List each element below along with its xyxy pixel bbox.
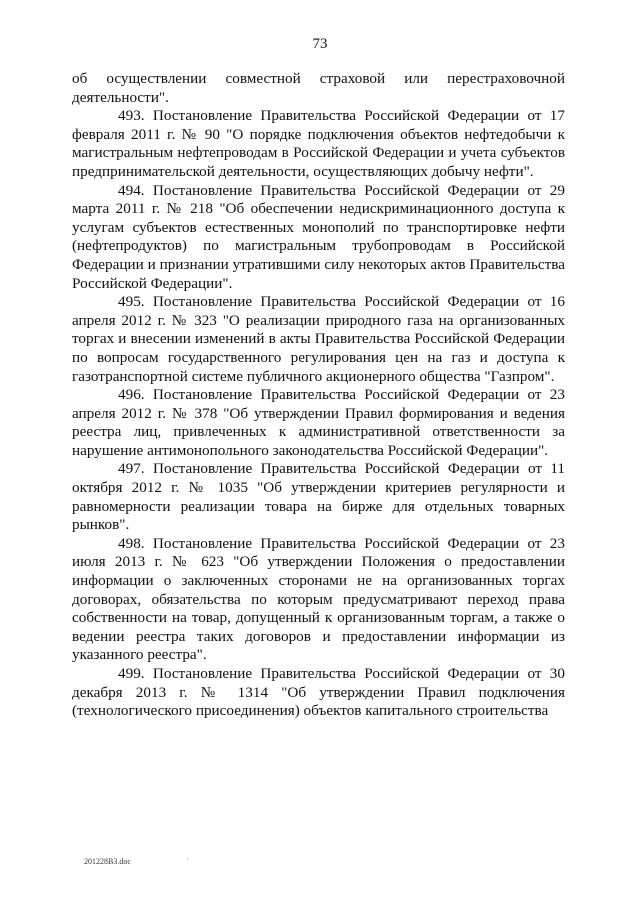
paragraph-item-493: 493. Постановление Правительства Российской Федерации от 17 февраля 2011 г. № 90 "О порядке подключения объектов нефтедобычи к магистральным нефтепроводам в Российской Федерации и учета субъектов предпринимательской деятельности, осуществляющих добычу нефти". — [72, 107, 565, 180]
paragraph-item-499: 499. Постановление Правительства Российской Федерации от 30 декабря 2013 г. № 1314 "Об утверждении Правил подключения (технологического присоединения) объектов капитального строительства — [72, 665, 565, 720]
document-body — [72, 70, 565, 721]
paragraph-continuation: об осуществлении совместной страховой или перестраховочной деятельности". — [72, 70, 565, 106]
paragraph-item-495: 495. Постановление Правительства Российской Федерации от 16 апреля 2012 г. № 323 "О реализации природного газа на организованных торгах и внесении изменений в акты Правительства Российской Федерации по вопросам государственного регулирования цен на газ и доступа к газотранспортной системе публичного акционерного общества "Газпром". — [72, 293, 565, 385]
paragraph-item-498: 498. Постановление Правительства Российской Федерации от 23 июля 2013 г. № 623 "Об утверждении Положения о предоставлении информации о заключенных сторонами не на организованных торгах договорах, обязательства по которым предусматривают переход права собственности на товар, допущенный к организованным торгам, а также о ведении реестра таких договоров и предоставлении информации из указанного реестра". — [72, 534, 565, 664]
paragraph-item-497: 497. Постановление Правительства Российской Федерации от 11 октября 2012 г. № 1035 "Об утверждении критериев регулярности и равномерности реализации товара на бирже для отдельных товарных рынков". — [72, 460, 565, 534]
paragraph-item-494: 494. Постановление Правительства Российской Федерации от 29 марта 2011 г. № 218 "Об обеспечении недискриминационного доступа к услугам субъектов естественных монополий по транспортировке нефти (нефтепродуктов) по магистральным трубопроводам в Российской Федерации и признании утратившими силу некоторых актов Правительства Российской Федерации". — [72, 181, 565, 292]
footer-file-code: 201228В3.doc — [84, 857, 131, 866]
footer-mark: · — [186, 855, 189, 864]
paragraph-item-496: 496. Постановление Правительства Российской Федерации от 23 апреля 2012 г. № 378 "Об утверждении Правил формирования и ведения реестра лиц, привлеченных к административной ответственности за нарушение антимонопольного законодательства Российской Федерации". — [72, 386, 565, 459]
page-number: 73 — [312, 36, 328, 52]
